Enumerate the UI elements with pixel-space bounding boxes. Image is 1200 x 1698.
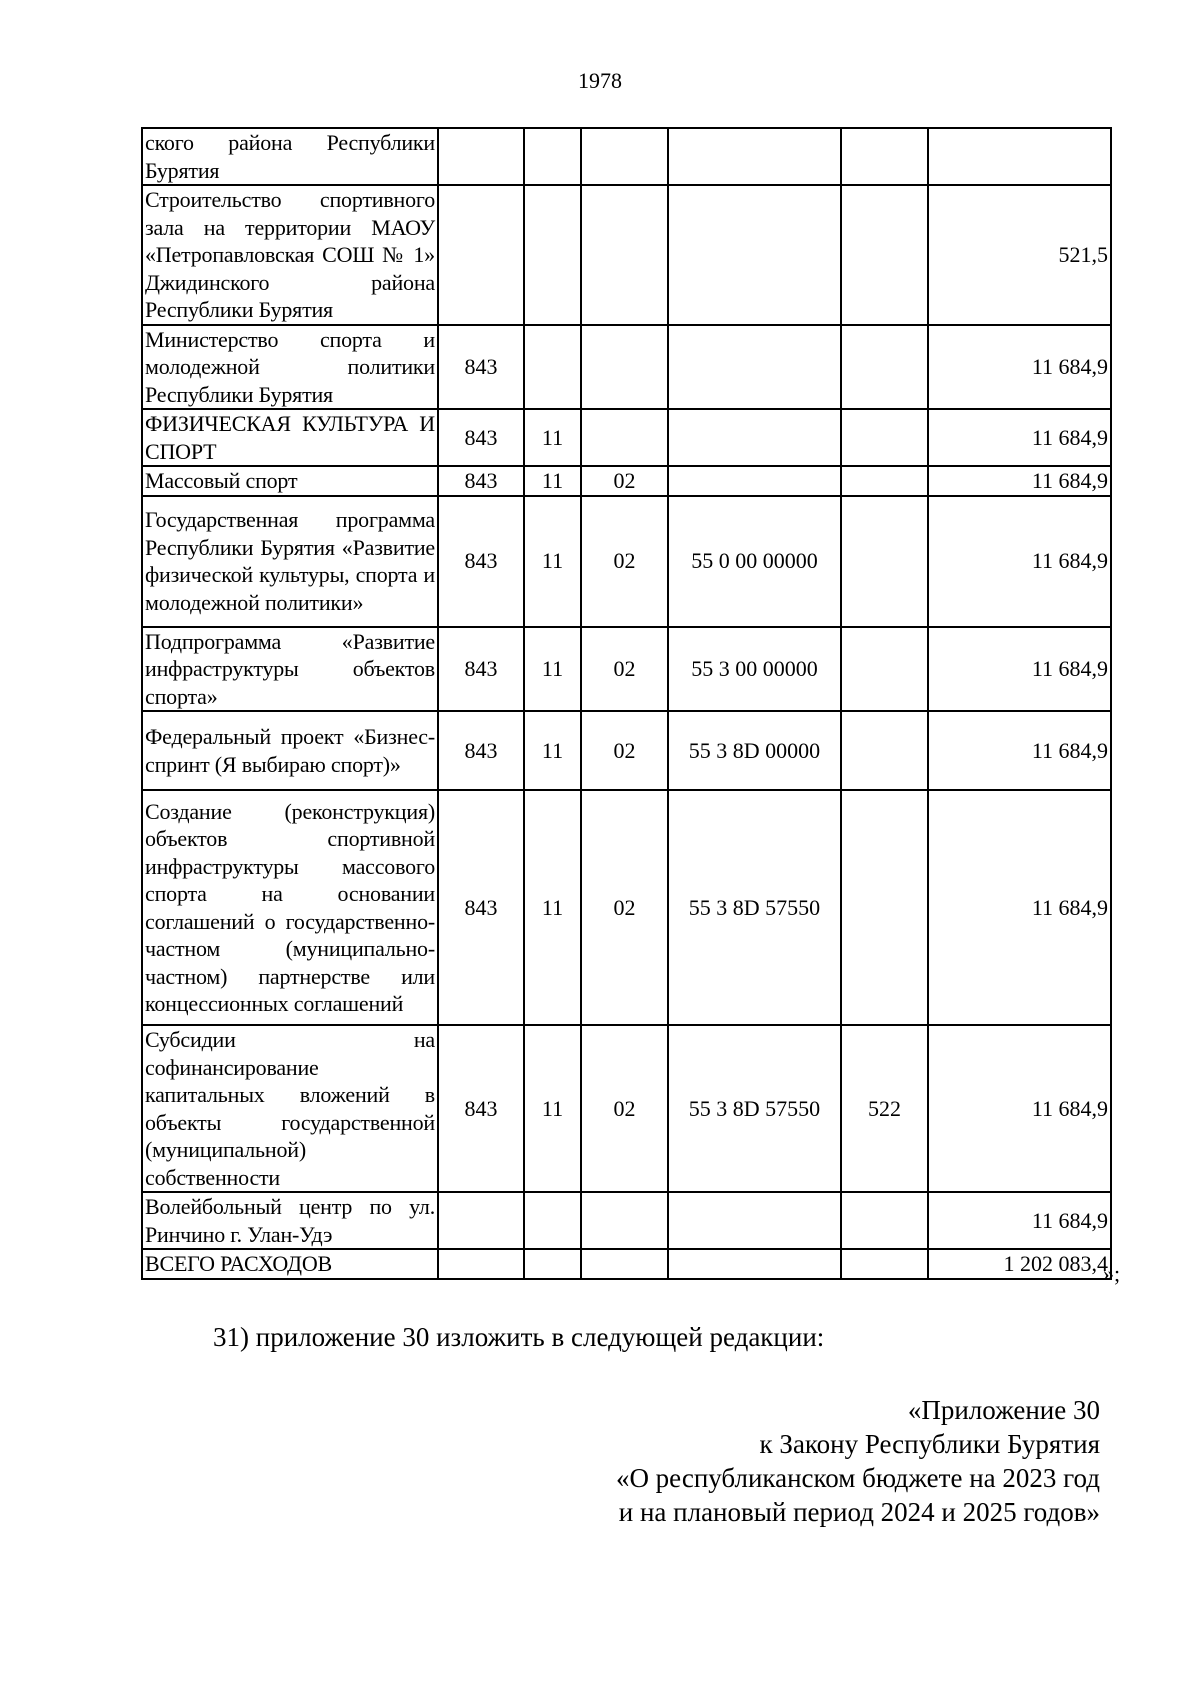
budget-table-body: [142, 128, 1111, 1279]
appendix-line: к Закону Республики Бурятия: [759, 1429, 1100, 1459]
cell-subsection: [581, 128, 668, 185]
cell-target-article: 55 3 00 00000: [668, 627, 841, 712]
cell-grbs: 843: [438, 627, 524, 712]
table-row: [142, 325, 1111, 410]
row-name: Федеральный проект «Бизнес-спринт (Я выбираю спорт)»: [142, 711, 438, 790]
cell-expense-type: [841, 185, 928, 325]
cell-expense-type: [841, 496, 928, 627]
cell-section: 11: [524, 496, 581, 627]
cell-section: 11: [524, 1025, 581, 1192]
cell-expense-type: [841, 711, 928, 790]
cell-grbs: 843: [438, 409, 524, 466]
cell-section: 11: [524, 790, 581, 1025]
cell-target-article: 55 3 8D 00000: [668, 711, 841, 790]
cell-expense-type: [841, 409, 928, 466]
total-label: ВСЕГО РАСХОДОВ: [142, 1249, 438, 1279]
row-name: Государственная программа Республики Бурятия «Развитие физической культуры, спорта и молодежной политики»: [142, 496, 438, 627]
appendix-line: «О республиканском бюджете на 2023 год: [615, 1463, 1100, 1493]
cell-amount: 11 684,9: [928, 409, 1111, 466]
table-row: [142, 409, 1111, 466]
row-name: Волейбольный центр по ул. Ринчино г. Улан-Удэ: [142, 1192, 438, 1249]
cell-subsection: 02: [581, 790, 668, 1025]
cell-target-article: [668, 409, 841, 466]
cell-grbs: 843: [438, 466, 524, 496]
cell-grbs: 843: [438, 325, 524, 410]
cell-amount: 11 684,9: [928, 1025, 1111, 1192]
row-name: Министерство спорта и молодежной политики Республики Бурятия: [142, 325, 438, 410]
cell-subsection: [581, 185, 668, 325]
cell-section: [524, 185, 581, 325]
cell-amount: 11 684,9: [928, 790, 1111, 1025]
appendix-line: «Приложение 30: [907, 1395, 1100, 1425]
table-row: [142, 790, 1111, 1025]
appendix-line: и на плановый период 2024 и 2025 годов»: [618, 1497, 1100, 1527]
cell-grbs: 843: [438, 711, 524, 790]
cell-subsection: 02: [581, 1025, 668, 1192]
cell-amount: 11 684,9: [928, 627, 1111, 712]
cell-amount: 11 684,9: [928, 325, 1111, 410]
table-row: [142, 1192, 1111, 1249]
cell-target-article: 55 3 8D 57550: [668, 790, 841, 1025]
table-row: [142, 128, 1111, 185]
table-row: [142, 496, 1111, 627]
empty-cell: [581, 1249, 668, 1279]
cell-grbs: [438, 1192, 524, 1249]
cell-grbs: 843: [438, 496, 524, 627]
total-row: [142, 1249, 1111, 1279]
row-name: Строительство спортивного зала на территории МАОУ «Петропавловская СОШ № 1» Джидинского района Республики Бурятия: [142, 185, 438, 325]
cell-section: 11: [524, 409, 581, 466]
cell-target-article: [668, 466, 841, 496]
cell-section: [524, 325, 581, 410]
row-name: Массовый спорт: [142, 466, 438, 496]
row-name: Субсидии на софинансирование капитальных вложений в объекты государственной (муниципальной) собственности: [142, 1025, 438, 1192]
cell-target-article: 55 0 00 00000: [668, 496, 841, 627]
cell-amount: 521,5: [928, 185, 1111, 325]
cell-section: 11: [524, 627, 581, 712]
cell-amount: 11 684,9: [928, 711, 1111, 790]
budget-table: [141, 127, 1112, 1280]
cell-grbs: 843: [438, 790, 524, 1025]
table-row: [142, 1025, 1111, 1192]
cell-subsection: [581, 1192, 668, 1249]
cell-expense-type: [841, 325, 928, 410]
cell-subsection: 02: [581, 496, 668, 627]
cell-target-article: [668, 185, 841, 325]
cell-amount: 11 684,9: [928, 466, 1111, 496]
cell-expense-type: [841, 627, 928, 712]
amendment-instruction: 31) приложение 30 изложить в следующей редакции:: [213, 1322, 825, 1352]
empty-cell: [524, 1249, 581, 1279]
cell-target-article: [668, 1192, 841, 1249]
cell-amount: 11 684,9: [928, 496, 1111, 627]
cell-expense-type: [841, 1192, 928, 1249]
table-row: [142, 711, 1111, 790]
table-row: [142, 466, 1111, 496]
table-row: [142, 627, 1111, 712]
cell-grbs: [438, 128, 524, 185]
empty-cell: [841, 1249, 928, 1279]
row-name: Создание (реконструкция) объектов спортивной инфраструктуры массового спорта на основании соглашений о государственно-частном (муниципально-частном) партнерстве или концессионных соглашений: [142, 790, 438, 1025]
empty-cell: [668, 1249, 841, 1279]
cell-section: [524, 1192, 581, 1249]
cell-subsection: 02: [581, 711, 668, 790]
cell-subsection: 02: [581, 627, 668, 712]
cell-amount: 11 684,9: [928, 1192, 1111, 1249]
cell-subsection: [581, 325, 668, 410]
row-name: ФИЗИЧЕСКАЯ КУЛЬТУРА И СПОРТ: [142, 409, 438, 466]
cell-expense-type: [841, 466, 928, 496]
cell-section: [524, 128, 581, 185]
cell-subsection: 02: [581, 466, 668, 496]
total-amount: 1 202 083,4: [928, 1249, 1111, 1279]
cell-expense-type: [841, 128, 928, 185]
page-number: 1978: [578, 68, 622, 93]
cell-grbs: 843: [438, 1025, 524, 1192]
row-name: ского района Республики Бурятия: [142, 128, 438, 185]
cell-amount: [928, 128, 1111, 185]
appendix-header: [616, 1393, 1100, 1529]
cell-expense-type: [841, 790, 928, 1025]
cell-section: 11: [524, 711, 581, 790]
table-row: [142, 185, 1111, 325]
cell-expense-type: 522: [841, 1025, 928, 1192]
closing-quote: »;: [1103, 1261, 1121, 1286]
empty-cell: [438, 1249, 524, 1279]
cell-target-article: [668, 325, 841, 410]
cell-subsection: [581, 409, 668, 466]
cell-target-article: [668, 128, 841, 185]
cell-section: 11: [524, 466, 581, 496]
cell-target-article: 55 3 8D 57550: [668, 1025, 841, 1192]
row-name: Подпрограмма «Развитие инфраструктуры объектов спорта»: [142, 627, 438, 712]
cell-grbs: [438, 185, 524, 325]
